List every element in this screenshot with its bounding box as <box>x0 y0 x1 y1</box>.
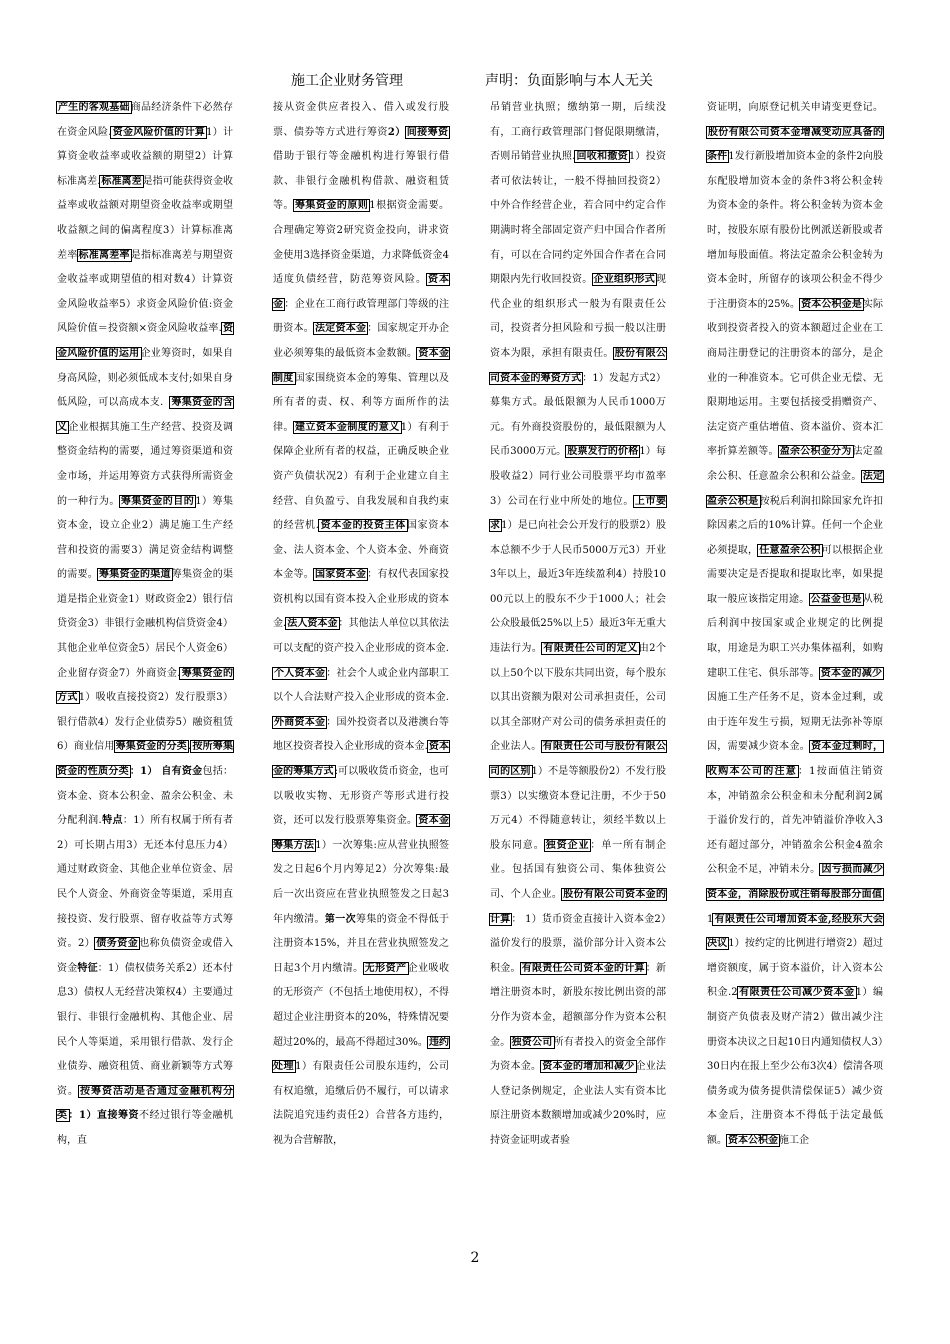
body-text: 筹集资金的渠道是指企业资金1）财政资金2）银行信贷资金3）非银行金融机构信贷资金4）其他企业单位资金5）居民个人资金6）企业留存资金7）外商资金. <box>57 569 233 679</box>
boxed-keyword: 筹集资金的含义 <box>57 397 233 433</box>
boxed-keyword: 独资企业 <box>545 839 590 851</box>
body-text: ：1）所有权属于所有者2）可长期占用3）无还本付息压力4）通过财政资金、其他企业单位资金、居民个人资金、外商资金等渠道，采用直接投资、发行股票、留存收益等方式筹资。2） <box>57 815 233 950</box>
body-text: 1）不是等额股份2）不发行股票3）以实缴资本登记注册，不少于50万元4）不得随意转让，须经半数以上股东同意。 <box>490 766 667 851</box>
body-text: . <box>188 741 192 753</box>
body-text: ：有权代表国家投资机构以国有资本投入企业形成的资本金. <box>273 569 449 630</box>
boxed-keyword: 资本公积金 <box>728 1134 778 1146</box>
body-text: 按税后利润扣除国家允许扣除因素之后的10%计算。任何一个企业必须提取， <box>707 495 883 556</box>
body-text: 可以根据企业需要决定是否提取和提取比率，如果提取一般应该指定用途。 <box>707 544 883 605</box>
bold-term: 特征 <box>77 962 98 974</box>
boxed-keyword: 独资公司 <box>511 1036 553 1048</box>
body-text: 1）吸收直接投资2）发行股票3）银行借款4）发行企业债券5）融资租赁6）商业信用 <box>57 692 234 753</box>
boxed-keyword: 筹集资金的渠道 <box>99 569 171 581</box>
body-text: 1）有利于保障企业所有者的权益，正确反映企业资产负债状况2）有利于企业建立自主经营、自负盈亏、自我发展和自我约束的经营机. <box>273 421 449 532</box>
boxed-keyword: 筹集资金的分类 <box>115 741 187 753</box>
body-text: ：1）债权债务关系2）还本付息3）债权人无经营决策权4）主要通过银行、非银行金融机构、其他企业、居民个人等渠道，采用银行借款、发行企业债券、融资租赁、商业新颖等方式筹资。 <box>57 962 234 1097</box>
text-column-4 <box>707 96 883 1154</box>
body-text: ：其他法人单位以其依法可以支配的资产投入企业形成的资本金. <box>273 618 450 655</box>
body-text: 国家资本金、法人资本金、个人资本金、外商资本金等。 <box>273 520 450 581</box>
body-text: ：单一所有制企业。包括国有独资公司、集体独资公司、个人企业。 <box>490 839 667 900</box>
boxed-keyword: 筹集资金的目的 <box>120 495 195 507</box>
body-text: ：国外投资者以及港澳台等地区投资者投入企业形成的资本金. <box>273 716 449 753</box>
body-text: 商品经济条件下必然存在资金风险. <box>57 102 233 138</box>
body-text: 借助于银行等金融机构进行筹银行借款、非银行金融机构借款、融资租赁等。 <box>273 151 449 212</box>
body-text: 施工企 <box>779 1134 809 1146</box>
boxed-keyword: 资本金的筹集方式 <box>273 741 449 778</box>
body-text: ： 1）货币资金直接计入资本金2）溢价发行的股票，溢价部分计入资本公积金。 <box>490 913 667 974</box>
bold-term: ：1） 自有资金 <box>129 766 203 778</box>
boxed-keyword: 资本金过剩时，收购本公司的注意 <box>707 741 883 778</box>
bold-term: 2） <box>387 126 406 138</box>
boxed-keyword: 法定资本金 <box>315 323 367 335</box>
body-text: 企业根据其施工生产经营、投资及调整资金结构的需要，通过筹资渠道和资金市场，并运用筹资方式获得所需资金的一种行为。 <box>57 421 233 507</box>
boxed-keyword: 有限责任公司资本金的计算 <box>521 962 645 974</box>
boxed-keyword: 有限责任公司减少资本金 <box>738 987 855 999</box>
body-text: 1）投资者可依法转让，一般不得抽回投资2）中外合作经营企业，若合同中约定合作期满时将全部固定资产归中国合作者所有，可以在合同约定外国合作者在合同期限内先行收回投资。 <box>490 151 667 286</box>
boxed-keyword: 资金风险价值的运用 <box>57 323 233 359</box>
boxed-keyword: 资金风险价值的计算 <box>112 126 206 138</box>
body-text: 所有者投入的资金全部作为资本金。 <box>490 1036 666 1073</box>
boxed-keyword: 盈余公积金分为 <box>779 446 852 458</box>
body-text: 1）有限责任公司股东违约，公司有权追缴，追缴后仍不履行，可以请求法院追究违约责任2）合营各方违约，视为合营解散， <box>273 1061 449 1146</box>
bold-term: 特点 <box>101 815 123 827</box>
body-text: 1）计算资金收益率或收益额的期望2）计算标准离差. <box>57 126 233 187</box>
boxed-keyword: 外商资本金 <box>274 716 326 728</box>
boxed-keyword: 法人资本金 <box>287 618 338 630</box>
page-number: 2 <box>470 1250 480 1266</box>
boxed-keyword: 标准离差率 <box>78 249 130 261</box>
boxed-keyword: 资本金的减少 <box>820 667 882 679</box>
body-text: 1）是已向社会公开发行的股票2）股本总额不少于人民币5000万元3）开业3年以上，最近3年连续盈利4）持股1000元以上的股东不少于1000人；社会公众股最低25%以上5）最近3年无重大违法行为。 <box>490 520 666 655</box>
body-text: 1）筹集资本金，设立企业2）满足施工生产经营和投资的需要3）满足资金结构调整的需要。 <box>57 495 233 581</box>
body-text: 国家围绕资本金的筹集、管理以及所有者的责、权、利等方面所作的法律。 <box>273 372 449 433</box>
boxed-keyword: 股票发行的价格 <box>567 446 639 458</box>
body-text: ：新增注册资本时，新股东按比例出资的部分作为资本金，超额部分作为资本公积金。 <box>490 962 666 1048</box>
text-column-3 <box>490 96 666 1154</box>
body-text: ：社会个人或企业内部职工以个人合法财产投入企业形成的资本金. <box>273 667 449 704</box>
body-text: 吊销营业执照；缴纳第一期，后续没有，工商行政管理部门督促限期缴清，否则吊销营业执照. <box>490 102 666 163</box>
body-text: 也称负债资金或借入资金 <box>57 938 233 974</box>
body-text: ：企业在工商行政管理部门等级的注册资本。 <box>273 298 449 335</box>
bold-term: ：1）直接筹资 <box>68 1110 139 1122</box>
body-text: 是指标准离差与期望资金收益率或期望值的相对数4）计算资金风险收益率5）求资金风险价值:资金风险价值＝投资额×资金风险收益率. <box>57 249 233 335</box>
text-column-1 <box>57 96 233 1154</box>
body-text: 企业筹资时，如果自身高风险，则必须低成本支付;如果自身低风险，可以高成本支． <box>57 347 233 409</box>
boxed-keyword: 资本金的投资主体 <box>319 520 406 532</box>
boxed-keyword: 产生的客观基础 <box>58 102 130 113</box>
boxed-keyword: 因亏损而减少资本金，消除股份或注销每股部分面值 <box>707 864 883 900</box>
body-text: 从税后利润中按国家或企业规定的比例提取，用途是为职工兴办集体福利，如购建职工住宅、俱乐部等。 <box>707 593 883 679</box>
boxed-keyword: 个人资本金 <box>274 667 326 679</box>
body-text: ：1按面值注销资本，冲销盈余公积金和未分配利润2属于溢价发行的，首先冲销溢价净收入3还有超过部分，冲销盈余公积金4盈余公积金不足，冲销未分。 <box>707 766 883 876</box>
body-text: 1发行新股增加资本金的条件2向股东配股增加资本金的条件3将公积金转为资本金的条件。将公积金转为资本金时，按股东原有股份比例派送新股或者增加每股面值。将法定盈余公积金转为资本金时，所留存的该项公积金不得少于注册资本的25%。 <box>707 151 884 310</box>
boxed-keyword: 资本金筹集方法 <box>273 815 449 851</box>
body-text: 1）编制资产负债表及财产清2）做出减少注册资本决议之日起10日内通知债权人3）30日内在报上至少公布3次4）偿清各项债务或为债务提供清偿保证5）减少资本金后，注册资本不得低于法定最低额。 <box>707 987 883 1146</box>
body-text: 由2个以上50个以下股东共同出资，每个股东以其出资额为限对公司承担责任，公司以其全部财产对公司的债务承担责任的企业法人。 <box>490 643 667 753</box>
body-text: 是指可能获得资金收益率或收益额对期望资金收益率或期望收益额之间的偏离程度3）计算标准离差率 <box>57 175 234 261</box>
boxed-keyword: 建立资本金制度的意义 <box>294 421 400 433</box>
boxed-keyword: 上市要求 <box>490 495 666 532</box>
body-text: 1根据资金需要。合理确定筹资2研究资金投向，讲求资金使用3选择资金渠道，力求降低资金4适度负债经营，防范筹资风险。 <box>273 200 449 286</box>
body-text: 包括：资本金、资本公积金、盈余公积金、未分配利润. <box>57 766 234 827</box>
boxed-keyword: 间接筹资 <box>406 126 449 138</box>
boxed-keyword: 股份有限公司资本金增减变动应具备的条件 <box>707 126 883 163</box>
boxed-keyword: 筹集资金的原则 <box>294 200 369 212</box>
document-title: 施工企业财务管理 <box>291 73 403 89</box>
body-text: ：1）发起方式2）募集方式。最低限额为人民币1000万元。有外商投资股份的，最低限额为人民币3000万元。 <box>490 372 666 458</box>
boxed-keyword: 法定盈余公积是 <box>707 470 883 507</box>
body-text: 法定盈余公积、任意盈余公积和公益金。 <box>707 446 883 482</box>
boxed-keyword: 有限责任公司的定义 <box>543 643 638 655</box>
boxed-keyword: 标准离差 <box>101 175 142 187</box>
boxed-keyword: 股份有限公司资本金的筹资方式 <box>490 347 666 384</box>
body-text: 1）每股收益2）同行业公司股票平均市盈率3）公司在行业中所处的地位。 <box>490 446 666 507</box>
boxed-keyword: 资本金的增加和减少 <box>542 1061 635 1073</box>
boxed-keyword: 债务资金 <box>96 938 139 950</box>
boxed-keyword: 资本金制度 <box>273 347 449 384</box>
body-text: 筹集的资金不得低于注册资本15%，并且在营业执照签发之日起3个月内缴清。 <box>273 913 449 974</box>
body-text: 资证明，向原登记机关申请变更登记。 <box>707 102 883 113</box>
boxed-keyword: 无形资产 <box>364 962 407 974</box>
body-text: ：国家规定开办企业必须筹集的最低资本金数额。 <box>273 323 449 359</box>
body-text: 企业吸收的无形资产（不包括土地使用权），不得超过企业注册资本的20%，特殊情况要超过20%的，最高不得超过30%。 <box>273 962 449 1048</box>
disclaimer: 声明：负面影响与本人无关 <box>485 73 653 89</box>
boxed-keyword: 资本金 <box>273 274 449 310</box>
boxed-keyword: 资本公积金是 <box>801 298 862 310</box>
body-text: 1）一次筹集:应从营业执照签发之日起6个月内筹足2）分次筹集:最后一次出资应在营业执照签发之日起3年内缴清。 <box>273 839 450 925</box>
boxed-keyword: 违约处理 <box>273 1036 450 1073</box>
body-text: :可以吸收货币资金，也可以吸收实物、无形资产等形式进行投资，还可以发行股票筹集资金。 <box>273 766 449 827</box>
body-text: 因施工生产任务不足，资本金过剩，或由于连年发生亏损，短期无法弥补等原因，需要减少资本金。 <box>707 692 883 753</box>
body-text: 1）按约定的比例进行增资2）超过增资额度，属于资本溢价，计入资本公积金.2 <box>707 938 884 999</box>
text-column-2 <box>273 96 449 1154</box>
boxed-keyword: 按筹资活动是否通过金融机构分类 <box>57 1085 233 1122</box>
boxed-keyword: 任意盈余公积 <box>759 544 821 556</box>
page-header <box>0 70 950 90</box>
body-text: 现代企业的组织形式一般为有限责任公司，投资者分担风险和亏损一般以注册资本为限，承担有限责任。 <box>490 274 666 359</box>
body-text: 1 <box>707 913 714 925</box>
boxed-keyword: 股份有限公司资本金的计算 <box>490 889 666 925</box>
body-text: 实际收到投资者投入的资本额超过企业在工商局注册登记的注册资本的部分，是企业的一种准资本。它可供企业无偿、无限期地运用。主要包括接受捐赠资产、法定资产重估增值、资本溢价、资本汇率折算差额等。 <box>707 298 884 458</box>
body-text: 企业法人登记条例规定，企业法人实有资本比原注册资本数额增加或减少20%时，应持资金证明或者验 <box>490 1061 666 1146</box>
body-text: 接从资金供应者投入、借入或发行股票、债券等方式进行筹资 <box>273 102 449 138</box>
boxed-keyword: 有限责任公司与股份有限公司的区别 <box>490 741 666 778</box>
body-text: 不经过银行等金融机构，直 <box>57 1110 234 1146</box>
boxed-keyword: 有限责任公司增加资本金,经股东大会决议 <box>707 913 883 950</box>
boxed-keyword: 公益金也是 <box>810 593 862 605</box>
boxed-keyword: 国家资本金 <box>315 569 367 581</box>
bold-term: 第一次 <box>324 913 356 925</box>
boxed-keyword: 筹集资金的方式 <box>57 667 233 704</box>
boxed-keyword: 企业组织形式 <box>593 274 655 286</box>
boxed-keyword: 按所筹集资金的性质分类 <box>57 741 233 778</box>
boxed-keyword: 回收和撤资 <box>576 151 628 163</box>
